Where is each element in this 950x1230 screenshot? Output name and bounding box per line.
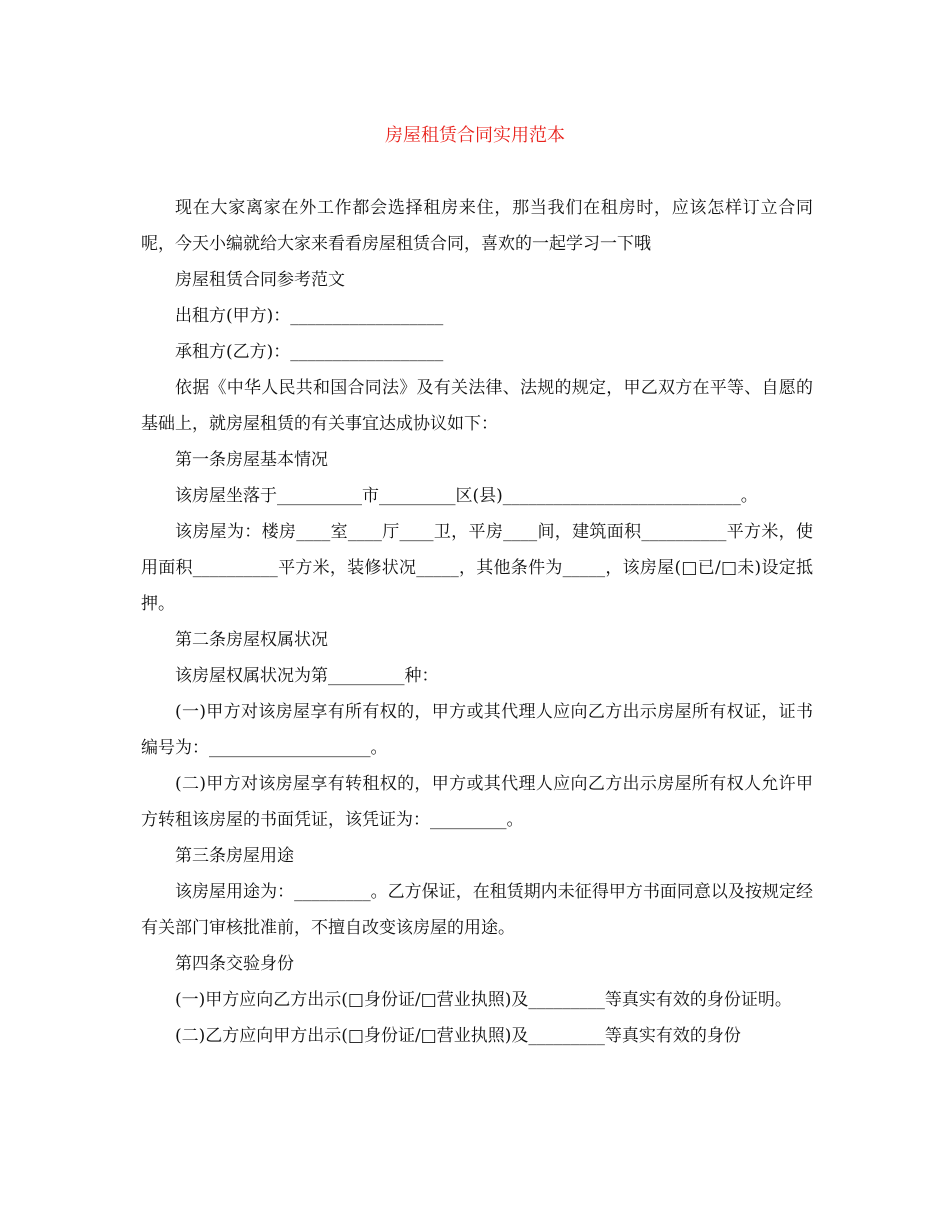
ownership-clause-1: (一)甲方对该房屋享有所有权的，甲方或其代理人应向乙方出示房屋所有权证，证书编号为：___________________。 <box>141 702 813 758</box>
ownership-clause-2: (二)甲方对该房屋享有转租权的，甲方或其代理人应向乙方出示房屋所有权人允许甲方转租该房屋的书面凭证，该凭证为：_________。 <box>141 774 813 830</box>
document-title: 房屋租赁合同实用范本 <box>385 125 565 146</box>
legal-basis-paragraph: 依据《中华人民共和国合同法》及有关法律、法规的规定，甲乙双方在平等、自愿的基础上，就房屋租赁的有关事宜达成协议如下： <box>141 378 813 434</box>
house-details-paragraph: 该房屋为：楼房____室____厅____卫，平房____间，建筑面积__________平方米，使用面积__________平方米，装修状况_____，其他条件为_____，该房屋(□已/□未)设定抵押。 <box>141 522 813 614</box>
identity-clause-1: (一)甲方应向乙方出示(□身份证/□营业执照)及_________等真实有效的身份证明。 <box>175 990 792 1010</box>
usage-paragraph: 该房屋用途为：_________。乙方保证，在租赁期内未征得甲方书面同意以及按规定经有关部门审核批准前，不擅自改变该房屋的用途。 <box>141 882 813 938</box>
lessee-line: 承租方(乙方)：__________________ <box>175 342 444 362</box>
identity-clause-2: (二)乙方应向甲方出示(□身份证/□营业执照)及_________等真实有效的身份 <box>175 1026 741 1046</box>
reference-heading: 房屋租赁合同参考范文 <box>175 270 345 290</box>
house-location-line: 该房屋坐落于__________市_________区(县)____________________________。 <box>175 486 758 506</box>
document-body <box>141 190 813 1054</box>
article-2-heading: 第二条房屋权属状况 <box>175 630 328 650</box>
ownership-type-line: 该房屋权属状况为第_________种： <box>175 666 439 686</box>
article-4-heading: 第四条交验身份 <box>175 954 294 974</box>
intro-paragraph: 现在大家离家在外工作都会选择租房来住，那当我们在租房时，应该怎样订立合同呢，今天小编就给大家来看看房屋租赁合同，喜欢的一起学习一下哦 <box>141 198 813 254</box>
lessor-line: 出租方(甲方)：__________________ <box>175 306 444 326</box>
article-1-heading: 第一条房屋基本情况 <box>175 450 328 470</box>
article-3-heading: 第三条房屋用途 <box>175 846 294 866</box>
